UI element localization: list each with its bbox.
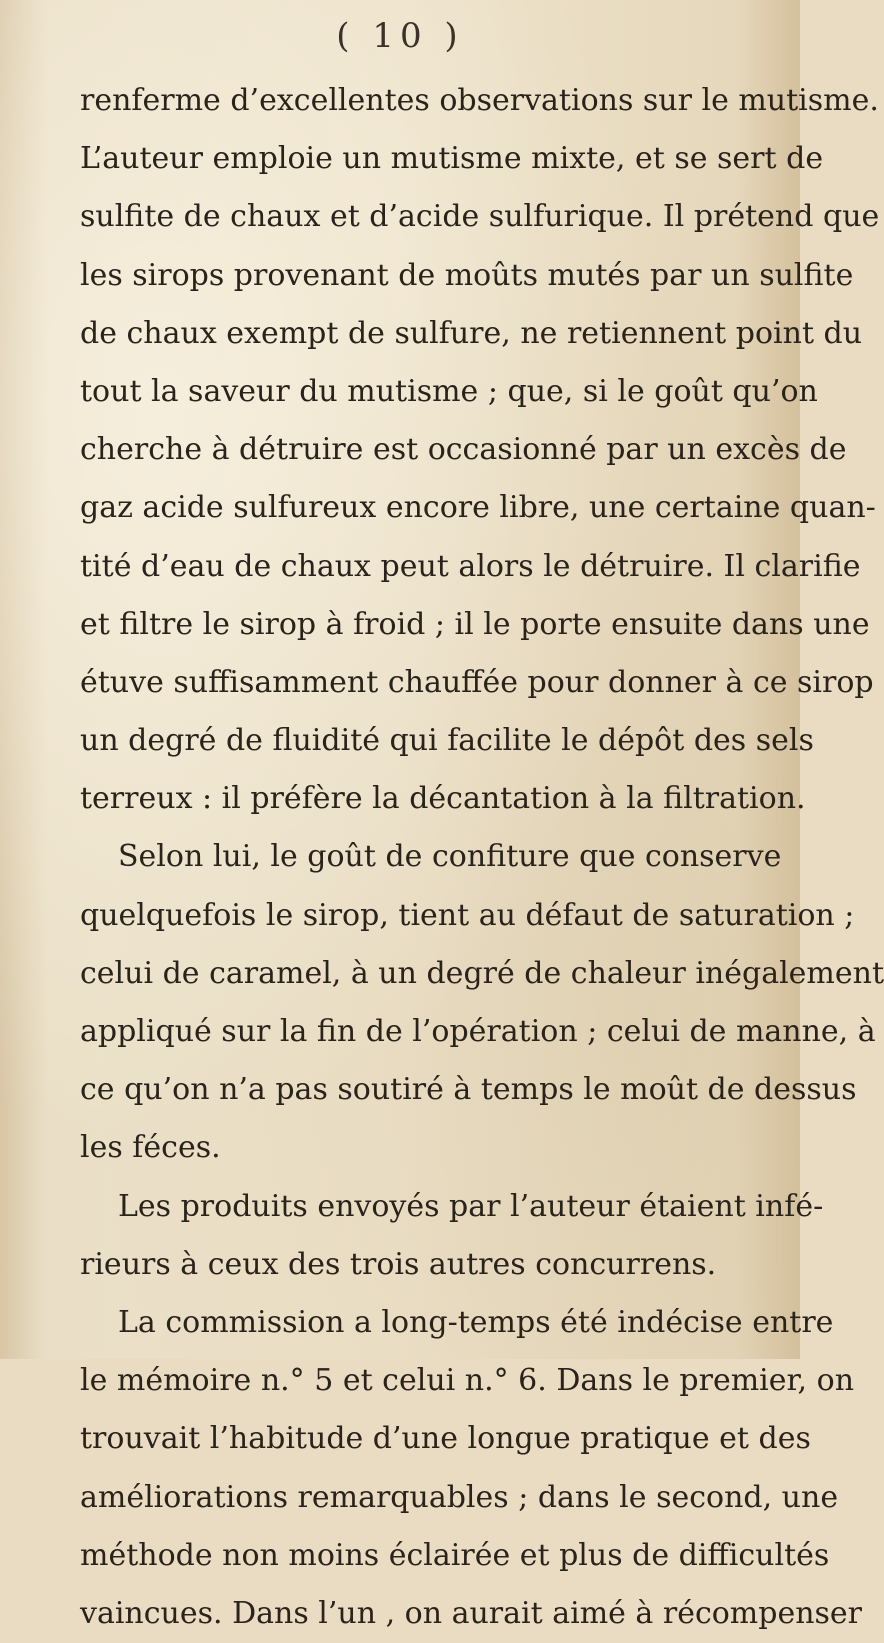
text-line: rieurs à ceux des trois autres concurrens.: [80, 1246, 717, 1282]
paragraph-start-line: Les produits envoyés par l’auteur étaient infé-: [118, 1188, 824, 1224]
text-line: ce qu’on n’a pas soutiré à temps le moût de dessus: [80, 1072, 857, 1108]
text-line: tout la saveur du mutisme ; que, si le goût qu’on: [80, 373, 818, 409]
text-line: cherche à détruire est occasionné par un excès de: [80, 432, 847, 468]
paragraph-start-line: Selon lui, le goût de confiture que conserve: [118, 839, 782, 875]
text-line: gaz acide sulfureux encore libre, une certaine quan-: [80, 490, 876, 526]
text-line: vaincues. Dans l’un , on aurait aimé à récompenser: [80, 1595, 863, 1631]
text-line: les sirops provenant de moûts mutés par un sulfite: [80, 257, 854, 293]
text-line: améliorations remarquables ; dans le second, une: [80, 1479, 839, 1515]
text-line: appliqué sur la fin de l’opération ; celui de manne, à: [80, 1014, 876, 1049]
body-text: [80, 72, 884, 1643]
page-number: ( 10 ): [336, 16, 464, 56]
text-line: de chaux exempt de sulfure, ne retiennent point du: [80, 315, 863, 351]
text-line: L’auteur emploie un mutisme mixte, et se sert de: [80, 141, 824, 177]
paragraph-start-line: La commission a long-temps été indécise entre: [118, 1304, 834, 1340]
text-line: tité d’eau de chaux peut alors le détruire. Il clarifie: [80, 548, 861, 584]
text-line: méthode non moins éclairée et plus de difficultés: [80, 1537, 830, 1573]
text-line: un degré de fluidité qui facilite le dépôt des sels: [80, 723, 814, 759]
text-line: celui de caramel, à un degré de chaleur inégalement: [80, 955, 884, 991]
text-line: renferme d’excellentes observations sur le mutisme.: [80, 83, 879, 118]
text-line: étuve suffisamment chauffée pour donner à ce sirop: [80, 664, 874, 700]
text-line: le mémoire n.° 5 et celui n.° 6. Dans le premier, on: [80, 1363, 855, 1399]
text-line: et filtre le sirop à froid ; il le porte ensuite dans une: [80, 606, 870, 642]
text-line: trouvait l’habitude d’une longue pratique et des: [80, 1421, 811, 1457]
text-line: terreux : il préfère la décantation à la filtration.: [80, 781, 806, 817]
text-line: sulfite de chaux et d’acide sulfurique. Il prétend que: [80, 199, 880, 235]
text-line: les féces.: [80, 1130, 221, 1166]
text-line: quelquefois le sirop, tient au défaut de saturation ;: [80, 897, 855, 933]
